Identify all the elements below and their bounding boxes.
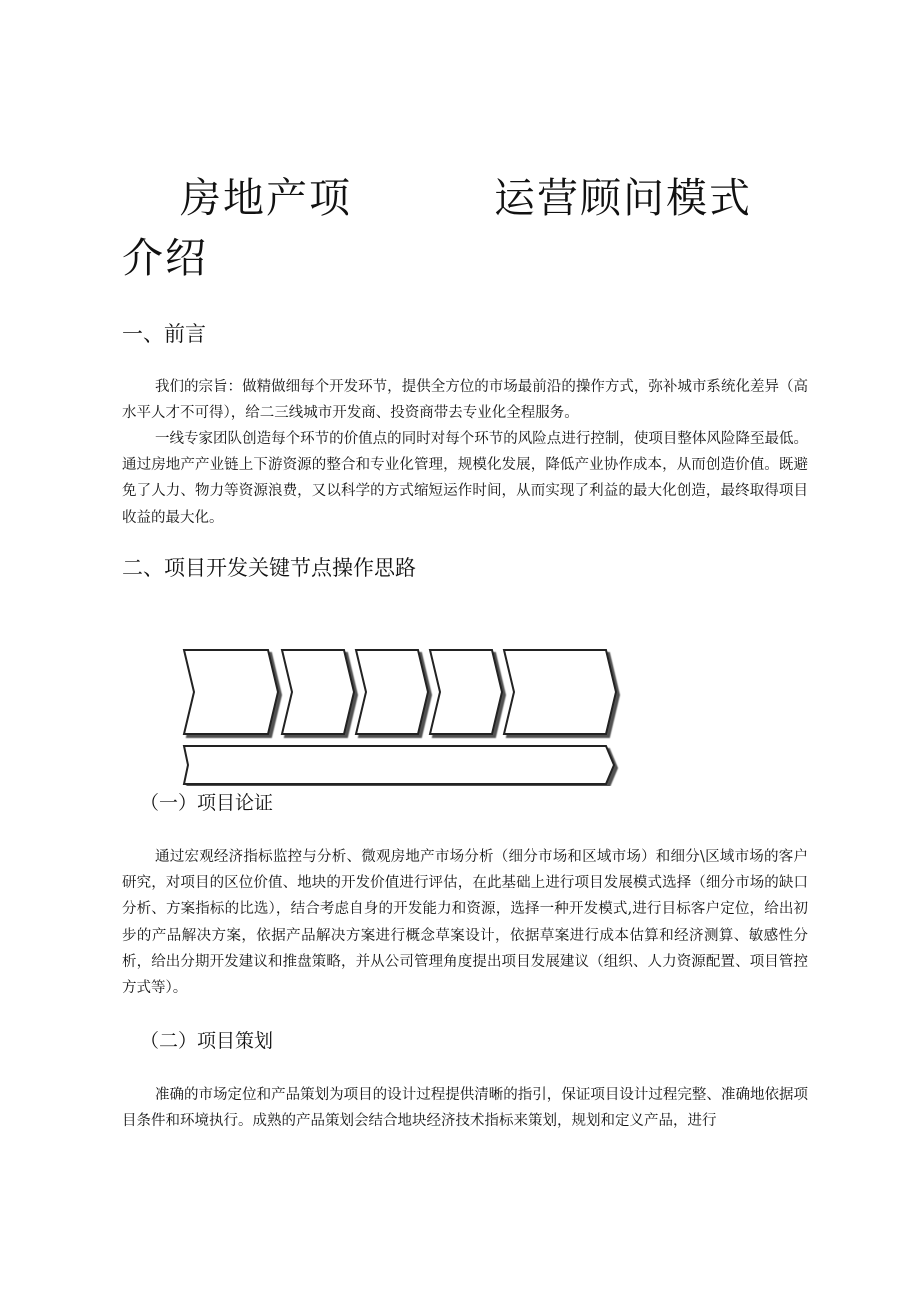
step-arrow-4 [430,650,502,734]
title-part-b: 运营顾问模式 [494,174,752,222]
planning-paragraph: 准确的市场定位和产品策划为项目的设计过程提供清晰的指引，保证项目设计过程完整、准确地依据项目条件和环境执行。成熟的产品策划会结合地块经济技术指标来策划，规划和定义产品，进行 [122,1087,808,1130]
step-arrow-5 [504,650,616,734]
development-flow-diagram [180,646,622,786]
step-arrow-1 [184,650,278,734]
subsection-heading-planning: （二）项目策划 [140,1030,274,1052]
subsection-heading-demonstration: （一）项目论证 [140,792,274,814]
preface-paragraph-1: 我们的宗旨：做精做细每个开发环节，提供全方位的市场最前沿的操作方式，弥补城市系统化差异（高水平人才不可得），给二三线城市开发商、投资商带去专业化全程服务。 [122,379,808,422]
preface-paragraph-2: 一线专家团队创造每个环节的价值点的同时对每个环节的风险点进行控制，使项目整体风险降至最低。通过房地产产业链上下游资源的整合和专业化管理，规模化发展，降低产业协作成本，从而创造价值。既避免了人力、物力等资源浪费，又以科学的方式缩短运作时间，从而实现了利益的最大化创造，最终取得项目收益的最大化。 [122,431,808,526]
document-title-line2: 介绍 [122,234,208,282]
step-arrow-2 [282,650,354,734]
demonstration-paragraph: 通过宏观经济指标监控与分析、微观房地产市场分析（细分市场和区域市场）和细分\区域市场的客户研究，对项目的区位价值、地块的开发价值进行评估，在此基础上进行项目发展模式选择（细分市场的缺口分析、方案指标的比选），结合考虑自身的开发能力和资源，选择一种开发模式,进行目标客户定位，给出初步的产品解决方案，依据产品解决方案进行概念草案设计，依据草案进行成本估算和经济测算、敏感性分析，给出分期开发建议和推盘策略，并从公司管理角度提出项目发展建议（组织、人力资源配置、项目管控方式等）。 [122,849,808,997]
title-part-a: 房地产项 [180,174,352,222]
step-arrow-3 [356,650,428,734]
section-heading-preface: 一、前言 [122,322,206,346]
flow-diagram-graphic [180,646,622,786]
document-title-line1 [180,172,752,224]
section-heading-key-nodes: 二、项目开发关键节点操作思路 [122,556,416,580]
cost-bar-arrow [184,746,614,784]
